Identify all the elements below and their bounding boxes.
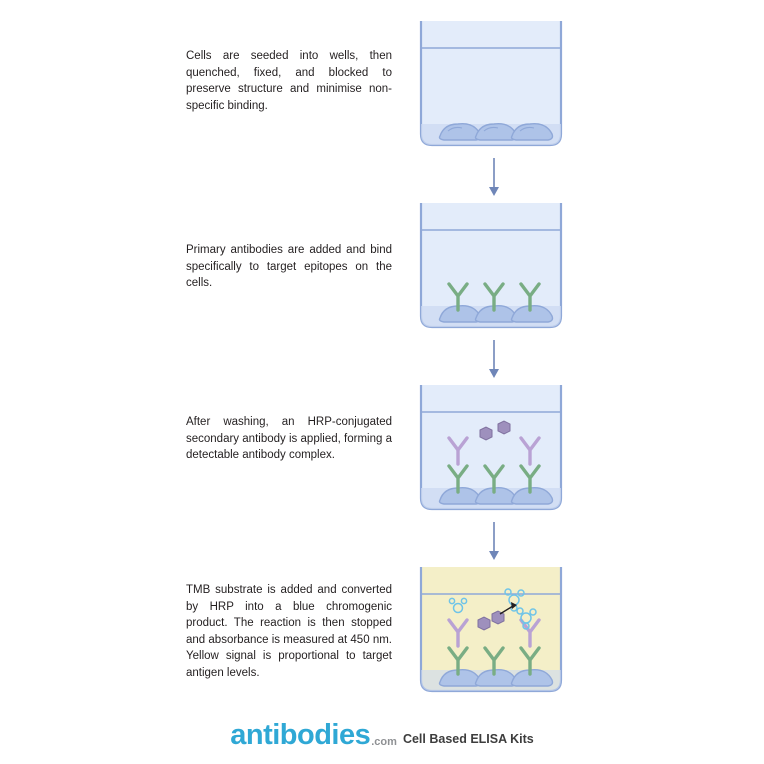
step-1-well-illustration [418, 18, 564, 153]
workflow-step-3 [0, 364, 764, 534]
brand-suffix: .com [371, 736, 397, 748]
step-1-description: Cells are seeded into wells, then quenched, fixed, and blocked to preserve structure and minimise non-specific binding. [186, 50, 392, 112]
workflow-step-2 [0, 182, 764, 352]
step-4-description: TMB substrate is added and converted by HRP into a blue chromogenic product. The reaction is then stopped and absorbance is measured at 450 nm. Yellow signal is proportional to target antigen levels. [186, 584, 392, 679]
cell-group [440, 124, 553, 140]
workflow-step-1 [0, 0, 764, 170]
workflow-step-4 [0, 546, 764, 716]
well-primary-antibody [418, 200, 564, 330]
footer [0, 721, 764, 750]
step-4-well-illustration [418, 564, 564, 709]
step-2-description: Primary antibodies are added and bind specifically to target epitopes on the cells. [186, 244, 392, 289]
step-3-well-illustration [418, 382, 564, 527]
step-2-well-illustration [418, 200, 564, 335]
well-cells-only [418, 18, 564, 148]
footer-caption: Cell Based ELISA Kits [402, 732, 534, 746]
brand-name: antibodies [230, 719, 371, 751]
well-secondary-antibody [418, 382, 564, 522]
well-tmb-substrate [418, 564, 564, 704]
brand-logo [230, 721, 397, 750]
step-3-description: After washing, an HRP-conjugated secondary antibody is applied, forming a detectable antibody complex. [186, 416, 392, 461]
